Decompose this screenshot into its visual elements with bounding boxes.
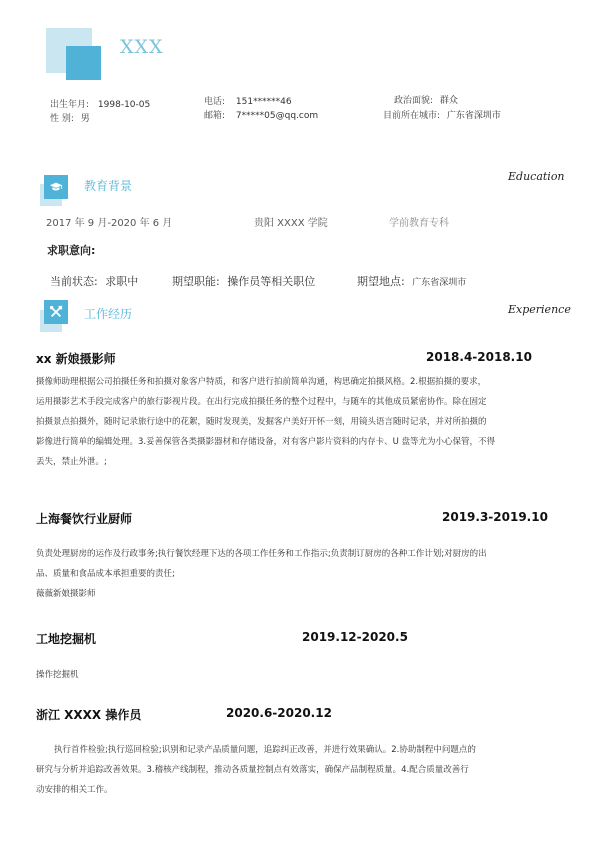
desc-line: 操作挖掘机 [36,670,79,680]
desc-line: 丢失，禁止外泄。; [36,457,107,467]
desc-line: 拍摄景点拍摄外，随时记录旅行途中的花絮，随时发现美，发掘客户美好开怀一刻，用镜头语言随时记录，并对所拍摄的 [36,417,487,427]
desc-line: 运用摄影艺术手段完成客户的旅行影视片段。在出行完成拍摄任务的整个过程中，与随车的其他成员紧密协作。除在固定 [36,397,487,407]
desc-line: 摄像师助理根据公司拍摄任务和拍摄对象客户特质，和客户进行拍前简单沟通，构思确定拍摄风格。2.根据拍摄的要求， [36,377,487,387]
experience-date-2: 2019.3-2019.10 [442,510,548,524]
desc-line: 负责处理厨房的运作及行政事务;执行餐饮经理下达的各项工作任务和工作指示;负责制订厨房的各种工作计划;对厨房的出 [36,549,487,559]
birth-value: 1998-10-05 [97,100,151,110]
location-value: 广东省深圳市 [412,278,467,288]
desc-line: 影像进行简单的编辑处理。3.妥善保管各类摄影器材和存储设备，对有客户影片资料的内存卡、U 盘等尤为小心保管，不得 [36,437,496,447]
gender-label: 性 别: [50,114,74,124]
desc-line: 品、质量和食品成本承担重要的责任; [36,569,175,579]
job-intent-label: 求职意向: [47,244,96,257]
experience-desc-4 [36,740,581,800]
experience-date-3: 2019.12-2020.5 [302,630,408,644]
gender-value: 男 [80,114,90,124]
education-major: 学前教育专科 [389,218,449,229]
status-label: 当前状态: [50,275,98,288]
email-row [204,108,318,121]
phone-label: 电话: [204,97,226,107]
desc-line: 薇薇新娘摄影师 [36,589,96,599]
experience-desc-1 [36,372,566,472]
status-value: 求职中 [105,275,139,288]
birth-label: 出生年月: [50,100,90,110]
candidate-name: XXX [120,36,164,58]
experience-date-1: 2018.4-2018.10 [426,350,532,364]
email-label: 邮箱: [204,111,226,121]
experience-title-4: 浙江 XXXX 操作员 [36,708,142,722]
email-value: 7*****05@qq.com [235,111,319,121]
location-label: 期望地点: [357,275,405,288]
experience-title-2: 上海餐饮行业厨师 [36,512,133,526]
experience-title: 工作经历 [84,307,133,321]
logo-square-dark [66,46,101,80]
graduation-cap-icon [44,175,68,199]
politics-row [394,93,458,106]
location-row [357,273,466,289]
experience-desc-2 [36,544,566,604]
education-title: 教育背景 [84,179,133,193]
desc-line: 动安排的相关工作。 [36,785,113,795]
phone-row [204,94,292,107]
city-row [383,108,501,121]
birth-row [50,97,150,110]
education-school: 贵阳 XXXX 学院 [254,218,328,229]
city-value: 广东省深圳市 [446,111,501,121]
experience-desc-3 [36,665,566,685]
politics-label: 政治面貌: [394,96,434,106]
experience-title-1: xx 新娘摄影师 [36,352,116,366]
desc-line: 研究与分析并追踪改善效果。3.稽核产线制程，推动各质量控制点有效落实，确保产品制程质量。4.配合质量改善行 [36,765,469,775]
experience-title-en: Experience [508,303,571,316]
gender-row [50,111,90,124]
position-label: 期望职能: [172,275,220,288]
position-row [172,273,315,289]
status-row [50,273,138,289]
city-label: 目前所在城市: [383,111,441,121]
phone-value: 151******46 [235,97,292,107]
experience-date-4: 2020.6-2020.12 [226,706,332,720]
education-period: 2017 年 9 月-2020 年 6 月 [46,218,173,229]
education-title-en: Education [508,170,565,183]
politics-value: 群众 [439,96,458,106]
experience-title-3: 工地挖掘机 [36,632,97,646]
position-value: 操作员等相关职位 [227,275,316,288]
desc-line: 执行首件检验;执行巡回检验;识别和记录产品质量问题，追踪纠正改善，并进行效果确认。2.协助制程中问题点的 [54,745,476,755]
tools-icon [44,300,68,324]
